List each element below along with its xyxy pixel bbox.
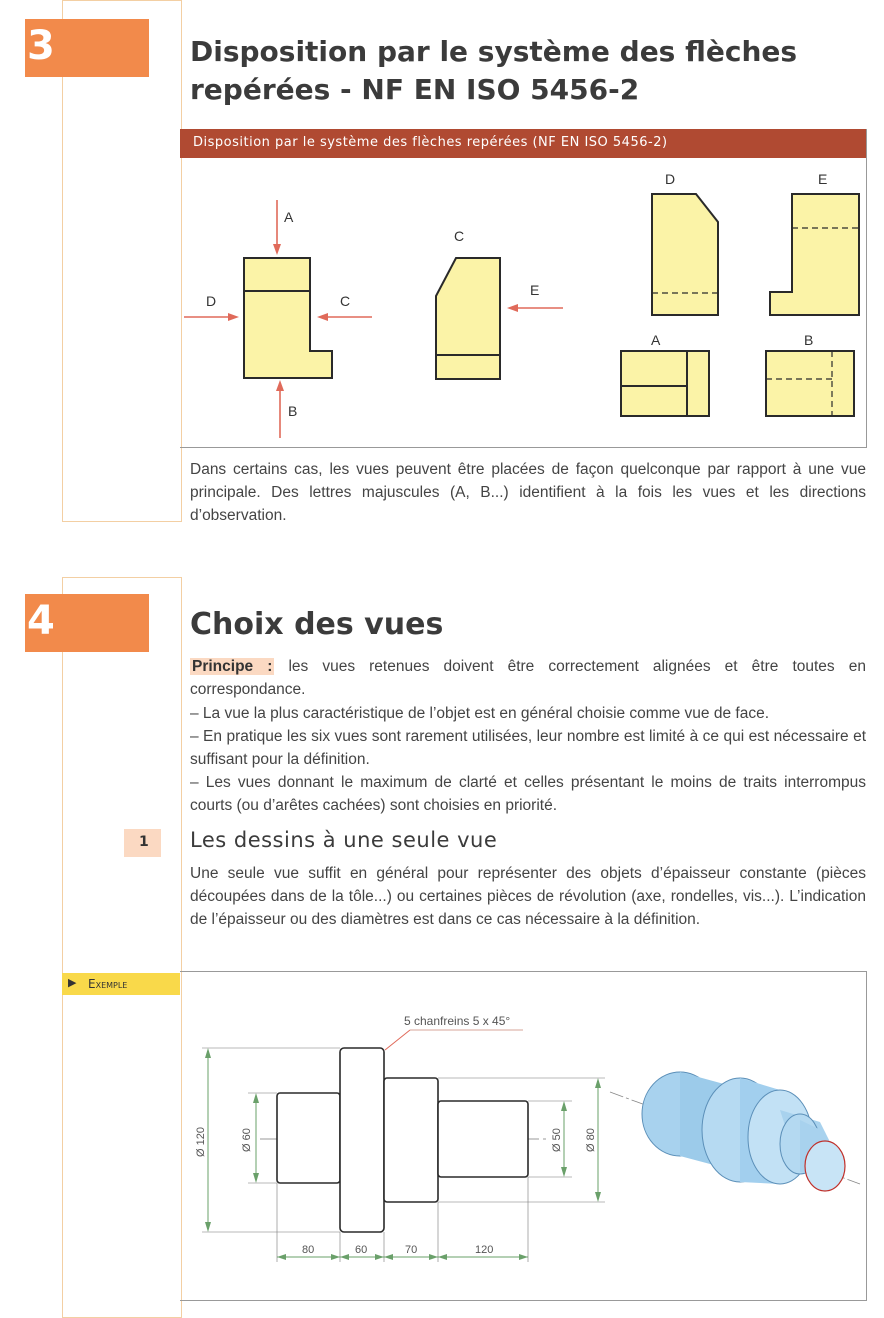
section3-number: 3 [27, 23, 55, 69]
example-label: Exemple [88, 977, 128, 991]
shaft-drawing [180, 972, 866, 1300]
section3-number-tab [25, 19, 149, 77]
dim-dia-80: Ø 80 [585, 1128, 597, 1152]
view-label-a: A [651, 332, 661, 348]
dim-len-60: 60 [355, 1244, 368, 1256]
section4-number: 4 [27, 598, 55, 644]
subsection-number: 1 [139, 834, 149, 850]
shaft-left-segment [277, 1093, 340, 1183]
side-part-view [436, 258, 500, 379]
dim-len-120: 120 [475, 1244, 494, 1256]
section4-number-tab [25, 594, 149, 652]
shaft-right-segment [438, 1101, 528, 1177]
subsection-paragraph: Une seule vue suffit en général pour représenter des objets d’épaisseur constante (pièces découpées dans de la tôle...) ou certaines pièces de révolution (axe, rondelles, vis...). L’indication de l’épaisseur ou des diamètres est dans ce cas nécessaire à la définition. [190, 865, 866, 928]
arrow-label-d: D [206, 293, 217, 309]
section3-title-line2: repérées - NF EN ISO 5456-2 [190, 73, 640, 106]
bullet-3: – Les vues donnant le maximum de clarté et celles présentant le moins de traits interrompus courts (ou d’arêtes cachées) sont choisies en priorité. [190, 774, 866, 814]
main-part-front-view [244, 258, 332, 378]
principe-paragraph [190, 655, 866, 701]
dim-dia-120: Ø 120 [195, 1127, 207, 1157]
figure-header-bar [180, 129, 866, 158]
section4-title: Choix des vues [190, 607, 444, 642]
example-figure [180, 971, 867, 1301]
figure-header-text: Disposition par le système des flèches repérées (NF EN ISO 5456-2) [193, 135, 668, 150]
section3-margin-box [62, 0, 182, 522]
view-b [766, 351, 854, 416]
principe-label: Principe : [192, 658, 273, 675]
arrow-method-drawing [180, 158, 866, 447]
shaft-middle-segment [384, 1078, 438, 1202]
subsection-title: Les dessins à une seule vue [190, 828, 498, 852]
arrow-label-c: C [340, 293, 351, 309]
arrow-method-figure [180, 129, 867, 448]
view-a [621, 351, 709, 416]
section4-margin-box [62, 577, 182, 1318]
arrow-label-a: A [284, 209, 294, 225]
dim-dia-60: Ø 60 [241, 1128, 253, 1152]
view-label-d: D [665, 171, 676, 187]
view-e [770, 194, 859, 315]
view-label-b: B [804, 332, 814, 348]
example-tag [62, 973, 180, 995]
section3-title-line1: Disposition par le système des flèches [190, 35, 798, 68]
dim-dia-50: Ø 50 [551, 1128, 563, 1152]
arrow-label-b: B [288, 403, 298, 419]
shaft-collar [340, 1048, 384, 1232]
arrow-label-e: E [530, 282, 540, 298]
view-d [652, 194, 718, 315]
dim-len-80: 80 [302, 1244, 315, 1256]
principe-text: les vues retenues doivent être correctement alignées et être toutes en correspondance. [190, 658, 866, 698]
bullet-1: – La vue la plus caractéristique de l’objet est en général choisie comme vue de face. [190, 705, 770, 722]
subsection-number-tab [124, 829, 161, 857]
section3-title [190, 33, 797, 109]
label-c-above: C [454, 228, 465, 244]
dim-len-70: 70 [405, 1244, 418, 1256]
section3-paragraph: Dans certains cas, les vues peuvent être placées de façon quelconque par rapport à une vue principale. Des lettres majuscules (A, B...) identifient à la fois les vues et les directions d’observation. [190, 461, 866, 524]
example-play-icon: ▶ [68, 976, 77, 989]
shaft-3d-render [610, 1072, 860, 1191]
view-label-e: E [818, 171, 828, 187]
chamfer-note: 5 chanfreins 5 x 45° [404, 1014, 511, 1028]
bullet-2: – En pratique les six vues sont rarement utilisées, leur nombre est limité à ce qui est nécessaire et suffisant pour la définition. [190, 728, 866, 768]
